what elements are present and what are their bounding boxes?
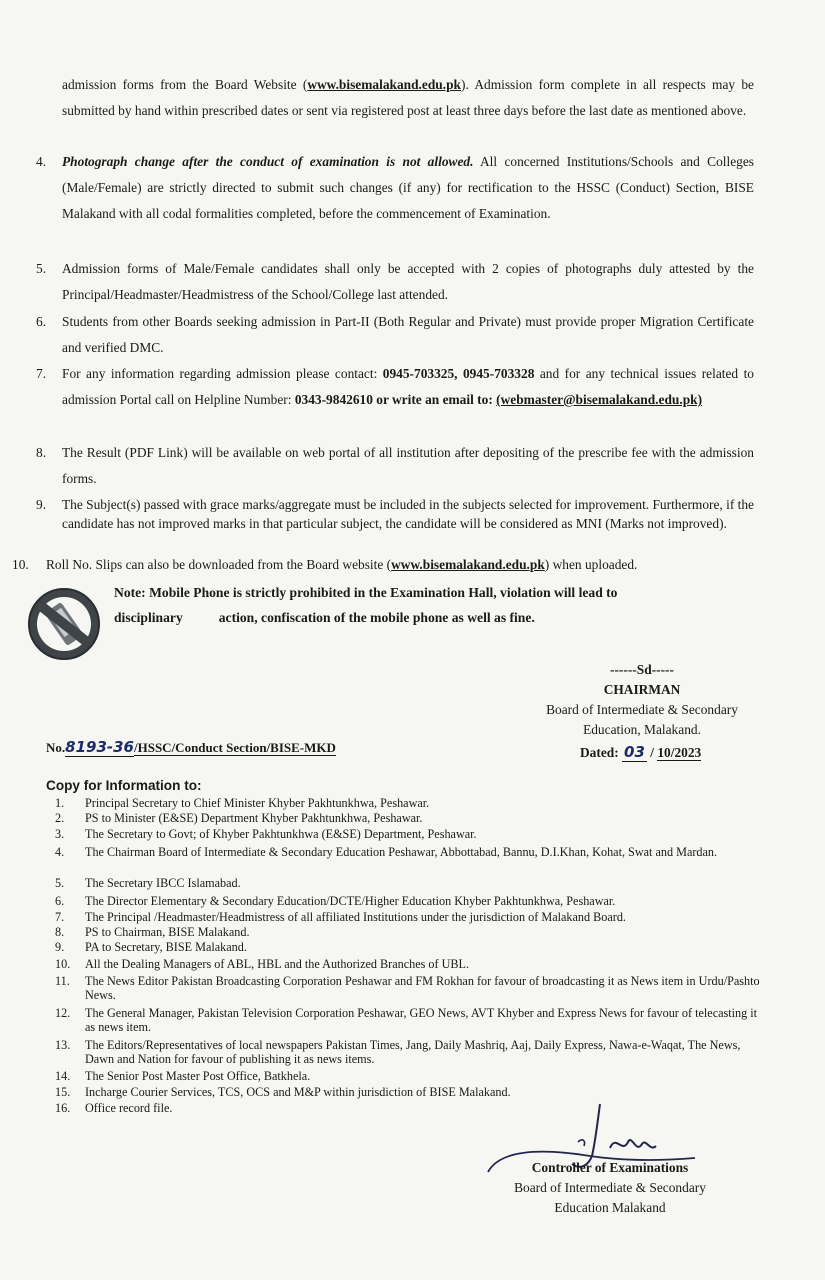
reference-number: No.8193-36/HSSC/Conduct Section/BISE-MKD bbox=[46, 738, 336, 756]
list-item: 13. The Editors/Representatives of local newspapers Pakistan Times, Jang, Daily Mashriq, Aaj, Daily Express, Nawa-e-Waqat, The News, Dawn and Nation for favour of publishing it as news items. bbox=[55, 1038, 741, 1066]
no-mobile-phone-icon bbox=[24, 584, 104, 664]
mobile-phone-note-continued: disciplinary action, confiscation of the mobile phone as well as fine. bbox=[114, 610, 535, 625]
controller-org-line2: Education Malakand bbox=[554, 1200, 666, 1215]
item-number-6: 6. bbox=[36, 314, 47, 329]
controller-title: Controller of Examinations bbox=[531, 1160, 689, 1175]
list-item: 12. The General Manager, Pakistan Television Corporation Peshawar, GEO News, AVT Khyber and Express News for favour of telecasting it as news item. bbox=[55, 1006, 758, 1034]
contact-phones: 0945-703325, 0945-703328 bbox=[382, 366, 535, 381]
chairman-org-line1: Board of Intermediate & Secondary bbox=[546, 702, 738, 717]
instruction-item-7: For any information regarding admission please contact: 0945-703325, 0945-703328 and for any technical issues related to admission Portal call on Helpline Number: 0343-9842610 or write an email to: (webmaster@bisemalakand.edu.pk) bbox=[62, 366, 754, 407]
board-website-link[interactable]: www.bisemalakand.edu.pk bbox=[307, 77, 461, 92]
list-item: 2. PS to Minister (E&SE) Department Khyber Pakhtunkhwa, Peshawar. bbox=[55, 811, 423, 825]
list-item: 7. The Principal /Headmaster/Headmistress of all affiliated Institutions under the jurisdiction of Malakand Board. bbox=[55, 910, 626, 924]
webmaster-email-link[interactable]: (webmaster@bisemalakand.edu.pk) bbox=[496, 392, 703, 407]
list-item: 6. The Director Elementary & Secondary Education/DCTE/Higher Education Khyber Pakhtunkhwa, Peshawar. bbox=[55, 894, 616, 908]
instruction-item-10: Roll No. Slips can also be downloaded from the Board website (www.bisemalakand.edu.pk) when uploaded. bbox=[46, 557, 638, 572]
list-item: 4. The Chairman Board of Intermediate & Secondary Education Peshawar, Abbottabad, Bannu, D.I.Khan, Kohat, Swat and Mardan. bbox=[55, 845, 718, 859]
list-item: 15. Incharge Courier Services, TCS, OCS and M&P within jurisdiction of BISE Malakand. bbox=[55, 1085, 511, 1099]
continuation-paragraph: admission forms from the Board Website (www.bisemalakand.edu.pk). Admission form complete in all respects may be submitted by hand within prescribed dates or sent via registered post at least three days before the last date as mentioned above. bbox=[62, 77, 754, 118]
item-number-9: 9. bbox=[36, 497, 47, 512]
list-item: 9. PA to Secretary, BISE Malakand. bbox=[55, 940, 247, 954]
list-item: 3. The Secretary to Govt; of Khyber Pakhtunkhwa (E&SE) Department, Peshawar. bbox=[55, 827, 477, 841]
copy-heading: Copy for Information to: bbox=[46, 778, 202, 793]
dated-line: Dated: 03 / 10/2023 bbox=[580, 743, 702, 761]
mobile-phone-note: Note: Mobile Phone is strictly prohibited in the Examination Hall, violation will lead to bbox=[114, 585, 618, 600]
chairman-signature-block bbox=[528, 660, 756, 740]
item-number-10: 10. bbox=[12, 557, 29, 572]
list-item: 14. The Senior Post Master Post Office, Batkhela. bbox=[55, 1069, 311, 1083]
list-item: 1. Principal Secretary to Chief Minister Khyber Pakhtunkhwa, Peshawar. bbox=[55, 796, 430, 810]
instruction-item-6: Students from other Boards seeking admission in Part-II (Both Regular and Private) must provide proper Migration Certificate and verified DMC. bbox=[62, 314, 754, 355]
item-number-7: 7. bbox=[36, 366, 47, 381]
controller-org-line1: Board of Intermediate & Secondary bbox=[514, 1180, 706, 1195]
handwritten-day: 03 bbox=[624, 743, 645, 761]
handwritten-ref: 8193-36 bbox=[65, 738, 134, 756]
instruction-item-8: The Result (PDF Link) will be available on web portal of all institution after depositing of the prescribe fee with the admission forms. bbox=[62, 445, 754, 486]
controller-signature-block bbox=[496, 1158, 724, 1218]
list-item: 11. The News Editor Pakistan Broadcasting Corporation Peshawar and FM Rokhan for favour of broadcasting it as News item in Urdu/Pashto News. bbox=[55, 974, 760, 1002]
list-item: 8. PS to Chairman, BISE Malakand. bbox=[55, 925, 250, 939]
chairman-org-line2: Education, Malakand. bbox=[583, 722, 701, 737]
instruction-item-5: Admission forms of Male/Female candidates shall only be accepted with 2 copies of photographs duly attested by the Principal/Headmaster/Headmistress of the School/College last attended. bbox=[62, 261, 754, 302]
list-item: 10. All the Dealing Managers of ABL, HBL and the Authorized Branches of UBL. bbox=[55, 957, 470, 971]
helpline-number: 0343-9842610 or write an email to: bbox=[294, 392, 493, 407]
item-number-4: 4. bbox=[36, 154, 47, 169]
signed-mark: ------Sd----- bbox=[610, 662, 674, 677]
item-number-5: 5. bbox=[36, 261, 47, 276]
list-item: 5. The Secretary IBCC Islamabad. bbox=[55, 876, 241, 890]
list-item: 16. Office record file. bbox=[55, 1101, 173, 1115]
instruction-item-9: The Subject(s) passed with grace marks/aggregate must be included in the subjects selected for improvement. Furthermore, if the candidate has not improved marks in that particular subject, the candidate will be considered as MNI (Marks not improved). bbox=[62, 497, 755, 531]
item-number-8: 8. bbox=[36, 445, 47, 460]
chairman-title: CHAIRMAN bbox=[603, 682, 681, 697]
instruction-item-4: Photograph change after the conduct of examination is not allowed. All concerned Institutions/Schools and Colleges (Male/Female) are strictly directed to submit such changes (if any) for rectification to the HSSC (Conduct) Section, BISE Malakand with all codal formalities completed, before the commencement of Examination. bbox=[62, 154, 754, 221]
roll-slip-website-link[interactable]: www.bisemalakand.edu.pk bbox=[391, 557, 545, 572]
